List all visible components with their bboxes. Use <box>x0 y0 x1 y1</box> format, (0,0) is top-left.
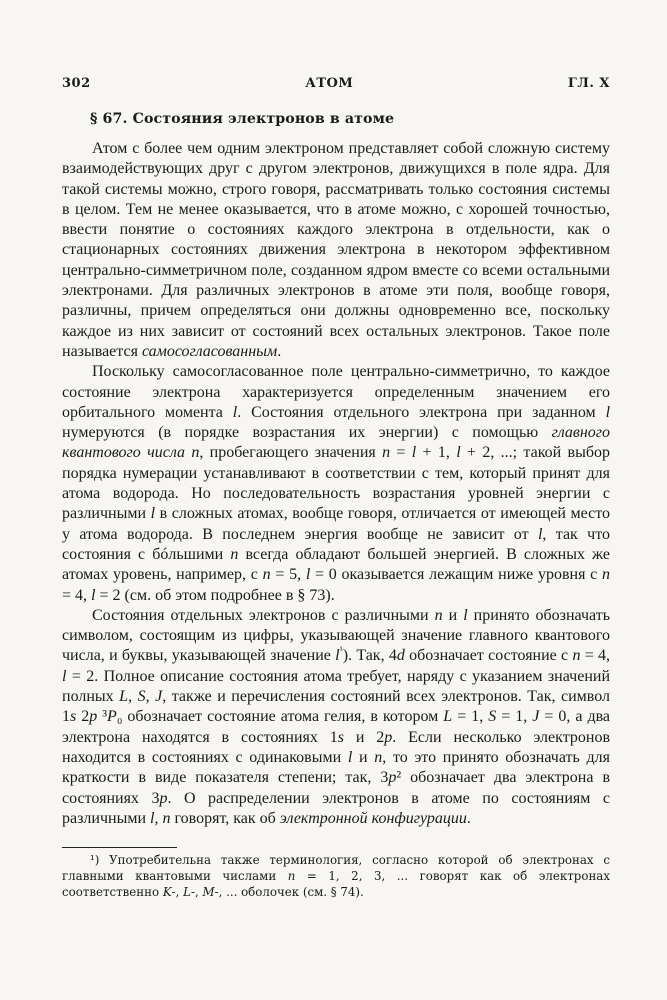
text-run: = 0, а два электрона находятся в состояниях 1 <box>62 708 611 746</box>
text-run: Атом с более чем одним электроном представляет собой сложную систему взаимодействующих друг с другом электронов, движущихся в поле ядра. Для такой системы можно, строго говоря, рассматривать только состояния системы в целом. Тем не менее оказывается, что в атоме можно, с хорошей точностью, ввести понятие о состояниях каждого электрона в отдельности, как о стационарных состояниях движения электрона в некотором эффективном центрально-симметричном поле, созданном ядром вместе со всеми остальными электронами. Для различных электронов в атоме эти поля, вообще говоря, различны, причем определяться они должны одновременно все, поскольку каждое из них зависит от состояний всех остальных электронов. Такое поле называется <box>62 140 610 360</box>
text-run: . <box>466 809 471 827</box>
italic-term: n <box>382 444 391 462</box>
italic-term: l <box>232 403 238 421</box>
italic-term: s <box>337 728 344 746</box>
text-run: , пробегающего значения <box>199 444 383 462</box>
text-run: = 2. Полное описание состояния атома требует, наряду с указанием значений полных <box>62 667 610 706</box>
italic-term: электронной конфигурации <box>279 809 467 827</box>
italic-term: p <box>388 769 397 787</box>
italic-term: l <box>463 606 468 624</box>
text-run: , то это принято обозначать для краткости в виде показателя степени; так, 3 <box>62 748 610 787</box>
text-run: нумеруются (в порядке возрастания их энергии) с помощью <box>62 424 552 442</box>
text-run: = 1, <box>496 708 533 726</box>
text-run: . Если несколько электронов находится в состояниях с одинаковыми <box>62 728 611 766</box>
text-run: = 1, <box>452 708 489 726</box>
text-run: и 2 <box>344 728 385 746</box>
text-run: = 2 (см. об этом подробнее в § 73). <box>95 586 335 604</box>
italic-term: l <box>305 566 311 584</box>
italic-term: l <box>62 667 67 685</box>
text-run: = <box>390 444 412 462</box>
italic-term: s <box>70 708 77 726</box>
italic-term: n <box>162 809 171 827</box>
text-run: -, <box>191 885 203 900</box>
text-run: = 5, <box>270 566 306 584</box>
text-run: , <box>128 688 138 706</box>
italic-term: l <box>91 586 96 604</box>
italic-term: P <box>107 708 117 726</box>
text-run: и <box>442 606 464 624</box>
running-title: АТОМ <box>305 76 354 91</box>
italic-term: p <box>159 789 168 807</box>
text-run: = 4, <box>580 647 611 665</box>
italic-term: L <box>443 708 453 726</box>
italic-term: n <box>572 647 581 665</box>
italic-term: n <box>434 606 443 624</box>
text-run: + 2, ...; такой выбор порядка нумерации устанавливают в соответствии с тем, который принят для атома водорода. Но последовательность возрастания уровней энергии с различными <box>62 444 611 523</box>
italic-term: n <box>262 566 271 584</box>
section-title: § 67. Состояния электронов в атоме <box>90 111 395 127</box>
italic-term: d <box>396 647 405 665</box>
text-run: = 1, 2, 3, ... говорят как об электронах соответственно <box>62 869 610 900</box>
italic-term: l <box>456 444 461 462</box>
text-run: ₀ обозначает состояние атома гелия, в котором <box>116 708 444 726</box>
italic-term: l <box>347 748 353 766</box>
italic-term: l <box>537 525 543 543</box>
text-run: , так что состояния с бóльшими <box>62 525 611 563</box>
text-run: -, ... оболочек (см. § 74). <box>214 885 364 900</box>
italic-term: главного квантового числа n <box>62 424 610 462</box>
paragraph <box>62 139 610 362</box>
italic-term: L <box>119 688 129 706</box>
text-run: в сложных атомах, вообще говоря, отличается от имеющей место у атома водорода. В последнем энергия вообще не зависит от <box>62 505 611 543</box>
body-text <box>62 139 610 829</box>
text-run: обозначает состояние с <box>404 647 573 665</box>
italic-term: n <box>602 566 611 584</box>
footnote <box>62 852 610 900</box>
italic-term: n <box>287 869 296 884</box>
text-run: , также и перечисления состояний всех электронов. Так, символ 1 <box>62 688 611 726</box>
text-run: Состояния отдельных электронов с различными <box>92 606 435 624</box>
italic-term: S <box>488 708 497 726</box>
page-number: 302 <box>62 76 91 91</box>
italic-term: l <box>411 444 417 462</box>
italic-term: p <box>89 708 98 726</box>
text-run: = 4, <box>62 586 92 604</box>
text-run: . Состояния отдельного электрона при заданном <box>237 403 606 421</box>
italic-term: K <box>162 885 172 900</box>
text-run: ² обозначает два электрона в состояниях 3 <box>62 769 610 807</box>
running-header <box>62 76 610 91</box>
text-run: Поскольку самосогласованное поле центрально-симметрично, то каждое состояние электрона характеризуется определенным значением его орбитального момента <box>62 363 610 421</box>
italic-term: L <box>183 885 191 900</box>
italic-term: M <box>202 885 215 900</box>
italic-term: l <box>605 403 611 421</box>
italic-term: J <box>155 688 163 706</box>
footnote-divider <box>62 847 177 848</box>
text-run: = 0 оказывается лежащим ниже уровня с <box>310 566 603 584</box>
italic-term: самосогласованным <box>141 342 278 360</box>
text-run: -, <box>171 885 184 900</box>
italic-term: S <box>137 688 146 706</box>
text-run: принято обозначать символом, состоящим из цифры, указывающей значение главного квантового числа, и буквы, указывающей значение <box>62 606 611 665</box>
italic-term: l <box>335 647 340 665</box>
paragraph <box>62 362 610 606</box>
text-run: ). Так, 4 <box>342 647 397 665</box>
text-run: ¹) Употребительна также терминология, согласно которой об электронах с главными квантовыми числами <box>62 853 610 884</box>
text-run: всегда обладают большей энергией. В сложных же атомах уровень, например, с <box>62 545 611 584</box>
text-run: , <box>145 688 156 706</box>
italic-term: n <box>230 545 239 563</box>
text-run: + 1, <box>416 444 457 462</box>
book-page <box>62 76 610 900</box>
text-run: и <box>352 748 375 766</box>
text-run: ³ <box>97 708 108 726</box>
italic-term: l <box>150 809 155 827</box>
italic-term: n <box>374 748 383 766</box>
text-run: 2 <box>76 708 90 726</box>
italic-term: l <box>150 505 156 523</box>
paragraph <box>62 606 610 829</box>
text-run: . <box>277 342 282 360</box>
text-run: , <box>154 809 163 827</box>
text-run: ¹ <box>339 646 343 658</box>
italic-term: p <box>384 728 393 746</box>
text-run: . О распределении электронов в атоме по состояниям с различными <box>62 789 611 827</box>
italic-term: J <box>532 708 540 726</box>
chapter-label: ГЛ. X <box>567 76 610 91</box>
text-run: говорят, как об <box>170 809 280 827</box>
